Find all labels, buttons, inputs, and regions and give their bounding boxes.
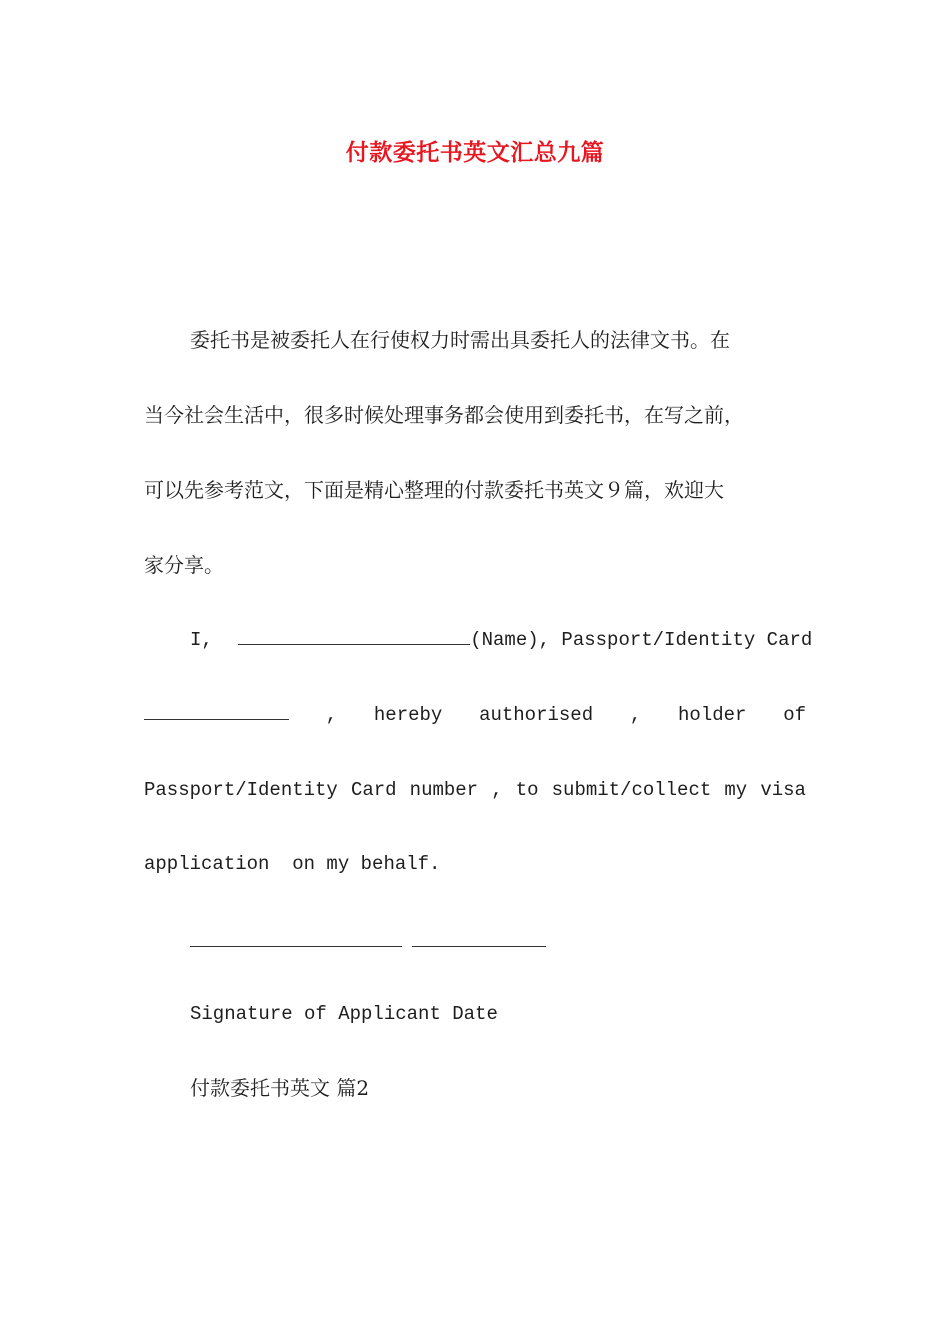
letter-pronoun: I, xyxy=(190,629,213,651)
word: visa xyxy=(760,779,806,801)
intro-line-3: 可以先参考范文，下面是精心整理的付款委托书英文９篇，欢迎大 xyxy=(144,478,724,502)
signature-caption: Signature of Applicant Date xyxy=(190,1003,498,1025)
letter-line-3 xyxy=(144,778,806,802)
section-2-heading: 付款委托书英文 篇2 xyxy=(190,1076,370,1100)
word: Card xyxy=(350,779,397,801)
intro-line-4: 家分享。 xyxy=(144,553,224,577)
name-blank-line xyxy=(238,628,470,645)
word: to xyxy=(515,779,539,801)
intro-line-2: 当今社会生活中，很多时候处理事务都会使用到委托书，在写之前， xyxy=(144,403,744,427)
word: holder xyxy=(678,704,747,726)
word: submit/collect xyxy=(551,779,712,801)
word: , xyxy=(629,704,642,726)
letter-line-4: application on my behalf. xyxy=(144,853,441,875)
signature-blank-line xyxy=(190,946,402,947)
passport-blank-line xyxy=(144,703,289,720)
letter-line-2 xyxy=(144,703,806,727)
date-blank-line xyxy=(412,946,546,947)
letter-line-1 xyxy=(190,628,812,652)
word: my xyxy=(724,779,748,801)
word: number xyxy=(409,779,479,801)
word: Passport/Identity xyxy=(144,779,338,801)
word: hereby xyxy=(373,704,443,726)
letter-name-label: (Name), Passport/Identity Card xyxy=(470,629,813,651)
word: authorised xyxy=(479,704,594,726)
document-title: 付款委托书英文汇总九篇 xyxy=(345,139,605,166)
word: of xyxy=(783,704,806,726)
intro-line-1: 委托书是被委托人在行使权力时需出具委托人的法律文书。在 xyxy=(190,328,730,352)
word: , xyxy=(491,779,503,801)
word: , xyxy=(325,704,338,726)
